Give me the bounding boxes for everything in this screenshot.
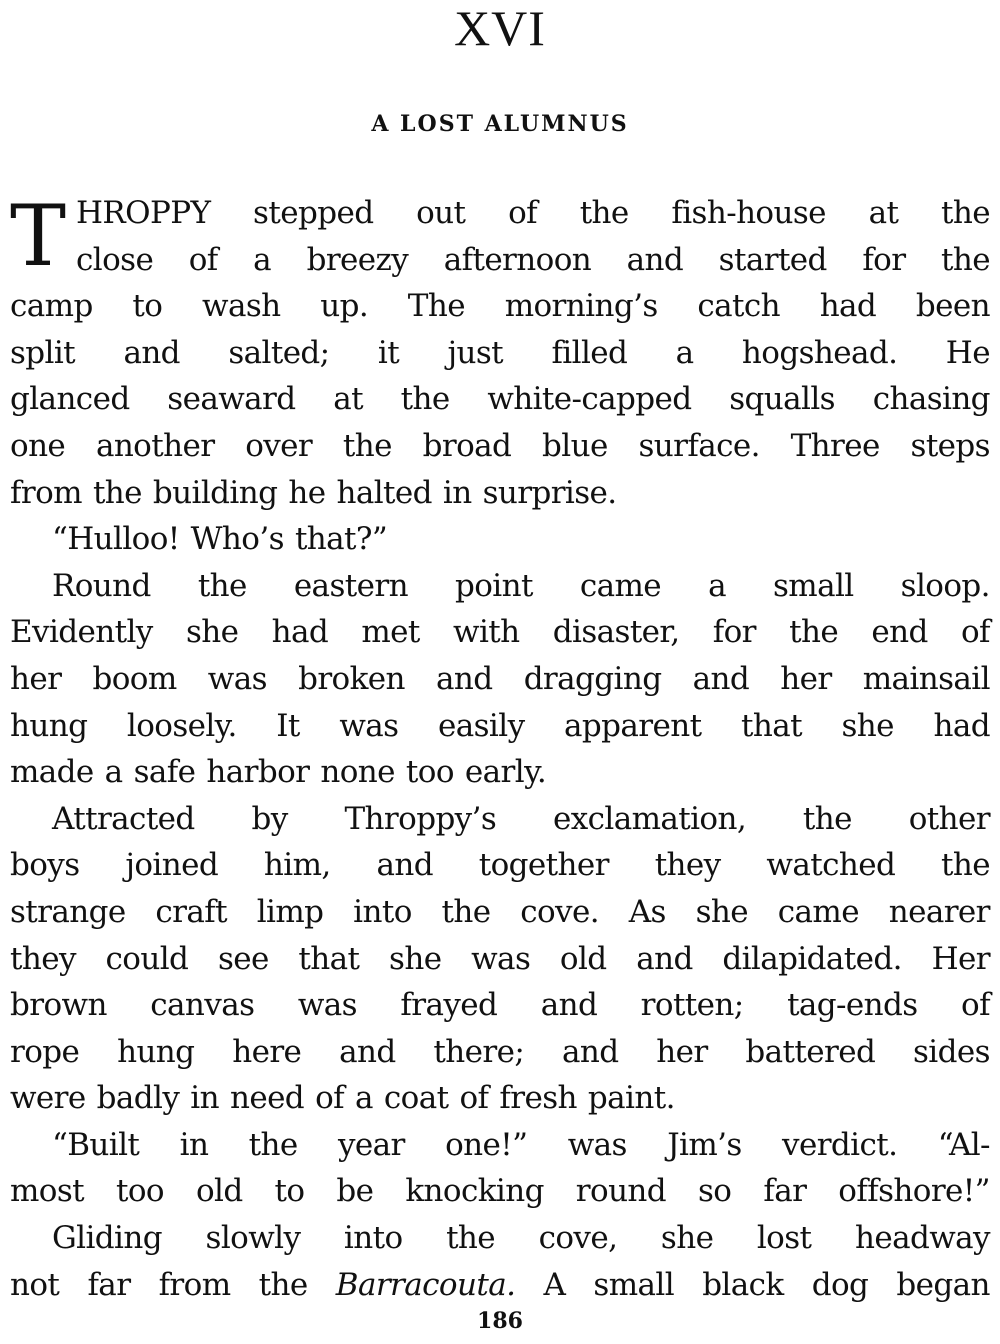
- body-text: [10, 187, 990, 1308]
- text-line: “Hulloo! Who’s that?”: [52, 521, 388, 558]
- chapter-number: XVI: [454, 0, 546, 56]
- text-line: brown canvas was frayed and rotten; tag-ends of: [10, 987, 990, 1024]
- text-line: HROPPY stepped out of the fish-house at the: [76, 195, 990, 231]
- text-line: strange craft limp into the cove. As she came nearer: [10, 893, 990, 930]
- text-line: one another over the broad blue surface. Three steps: [10, 427, 990, 464]
- text-line: camp to wash up. The morning’s catch had been: [10, 288, 990, 325]
- text-line: close of a breezy afternoon and started for the: [76, 241, 990, 278]
- text-line: boys joined him, and together they watched the: [10, 847, 990, 884]
- text-line: they could see that she was old and dilapidated. Her: [10, 940, 990, 977]
- chapter-title: A LOST ALUMNUS: [371, 111, 629, 137]
- text-line: Attracted by Throppy’s exclamation, the other: [52, 800, 990, 837]
- text-line: not far from the Barracouta. A small black dog began: [10, 1266, 990, 1303]
- text-line: Gliding slowly into the cove, she lost headway: [52, 1220, 990, 1257]
- text-line: were badly in need of a coat of fresh paint.: [10, 1080, 675, 1117]
- text-line: glanced seaward at the white-capped squalls chasing: [10, 381, 990, 418]
- text-line: made a safe harbor none too early.: [10, 754, 547, 791]
- text-line: rope hung here and there; and her battered sides: [10, 1033, 990, 1070]
- page-number: 186: [477, 1308, 523, 1334]
- text-line: hung loosely. It was easily apparent that she had: [10, 707, 990, 744]
- drop-cap: T: [10, 187, 67, 285]
- text-line: Evidently she had met with disaster, for the end of: [10, 614, 990, 651]
- text-line: from the building he halted in surprise.: [10, 474, 617, 511]
- text-line: Round the eastern point came a small sloop.: [52, 567, 990, 604]
- text-line: “Built in the year one!” was Jim’s verdict. “Al-: [52, 1126, 990, 1163]
- text-line: most too old to be knocking round so far offshore!”: [10, 1173, 990, 1210]
- text-line: split and salted; it just filled a hogshead. He: [10, 334, 990, 371]
- text-line: her boom was broken and dragging and her mainsail: [10, 660, 990, 697]
